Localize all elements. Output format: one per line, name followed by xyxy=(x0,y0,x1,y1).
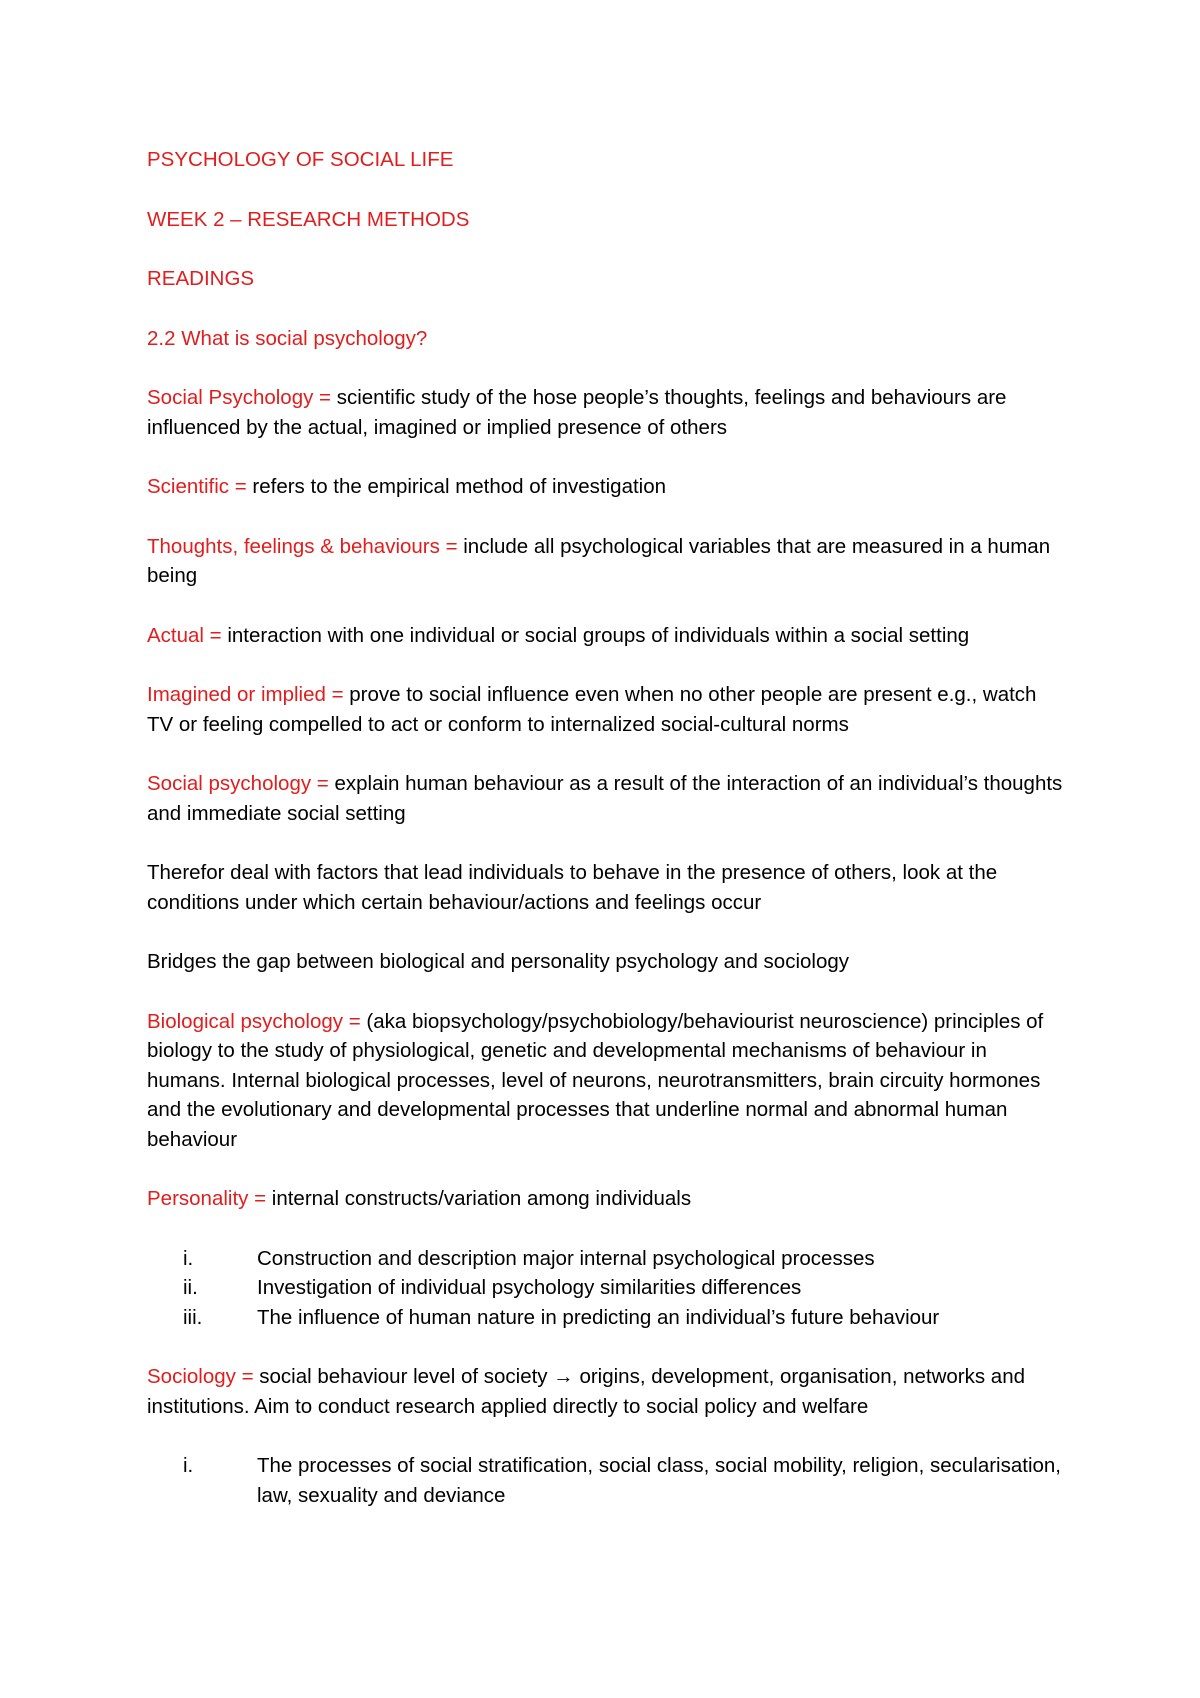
list-number: iii. xyxy=(183,1305,203,1329)
definition-text: explain human behaviour as a result of the interaction of an individual’s thoughts and immediate social setting xyxy=(147,772,1063,825)
definition-text: scientific study of the hose people’s thoughts, feelings and behaviours are influenced by the actual, imagined or implied presence of others xyxy=(147,386,1007,439)
list-number: i. xyxy=(183,1454,194,1477)
list-item xyxy=(147,1303,1067,1333)
list-item xyxy=(147,1273,1067,1303)
list-text: The processes of social stratification, social class, social mobility, religion, secularisation, law, sexuality and deviance xyxy=(257,1454,1062,1507)
sociology-list xyxy=(147,1451,1067,1510)
list-text: Construction and description major internal psychological processes xyxy=(257,1246,875,1270)
definition-term: Sociology = xyxy=(147,1365,254,1388)
definition-term: Imagined or implied = xyxy=(147,683,344,706)
list-number: i. xyxy=(183,1246,194,1270)
definition-term: Personality = xyxy=(147,1187,267,1210)
definition-text: refers to the empirical method of investigation xyxy=(246,475,667,498)
definition-social-psychology xyxy=(147,383,1067,442)
paragraph-therefor: Therefor deal with factors that lead individuals to behave in the presence of others, look at the conditions under which certain behaviour/actions and feelings occur xyxy=(147,861,998,914)
list-text: The influence of human nature in predicting an individual’s future behaviour xyxy=(257,1305,940,1329)
definition-actual xyxy=(147,621,1067,651)
definition-term: Actual = xyxy=(147,623,222,647)
list-item xyxy=(147,1451,1067,1510)
definition-text-continued: origins, development, organisation, networks and institutions. Aim to conduct research applied directly to social policy and welfare xyxy=(147,1365,1026,1418)
definition-social-psychology-2 xyxy=(147,769,1067,828)
definition-text: interaction with one individual or social groups of individuals within a social setting xyxy=(221,623,970,647)
definition-term: Biological psychology = xyxy=(147,1009,361,1033)
definition-term: Social Psychology = xyxy=(147,386,332,409)
readings-heading: READINGS xyxy=(147,267,255,290)
definition-text: prove to social influence even when no other people are present e.g., watch TV or feeling compelled to act or conform to internalized social-cultural norms xyxy=(147,683,1037,736)
definition-text: (aka biopsychology/psychobiology/behaviourist neuroscience) principles of biology to the study of physiological, genetic and developmental mechanisms of behaviour in humans. Internal biological processes, level of neurons, neurotransmitters, brain circuity hormones and the evolutionary and developmental processes that underline normal and abnormal human behaviour xyxy=(147,1009,1044,1151)
definition-text: social behaviour level of society xyxy=(253,1365,554,1388)
definition-term: Thoughts, feelings & behaviours = xyxy=(147,534,458,558)
definition-term: Social psychology = xyxy=(147,772,329,795)
definition-scientific xyxy=(147,472,1067,502)
definition-text: internal constructs/variation among individuals xyxy=(266,1187,692,1210)
section-heading: 2.2 What is social psychology? xyxy=(147,326,428,350)
list-item xyxy=(147,1244,1067,1274)
definition-term: Scientific = xyxy=(147,475,247,498)
definition-imagined xyxy=(147,680,1067,739)
definition-personality xyxy=(147,1184,1067,1214)
list-text: Investigation of individual psychology similarities differences xyxy=(257,1276,802,1299)
definition-thoughts xyxy=(147,532,1067,591)
course-title: PSYCHOLOGY OF SOCIAL LIFE xyxy=(147,148,454,171)
personality-list xyxy=(147,1244,1067,1333)
definition-text: include all psychological variables that are measured in a human being xyxy=(147,534,1051,587)
right-arrow-icon: → xyxy=(553,1365,574,1388)
definition-sociology xyxy=(147,1362,1067,1421)
week-title: WEEK 2 – RESEARCH METHODS xyxy=(147,207,470,231)
paragraph-bridges: Bridges the gap between biological and personality psychology and sociology xyxy=(147,950,850,973)
definition-biological xyxy=(147,1007,1067,1155)
document-content xyxy=(147,145,1067,1540)
list-number: ii. xyxy=(183,1276,198,1299)
